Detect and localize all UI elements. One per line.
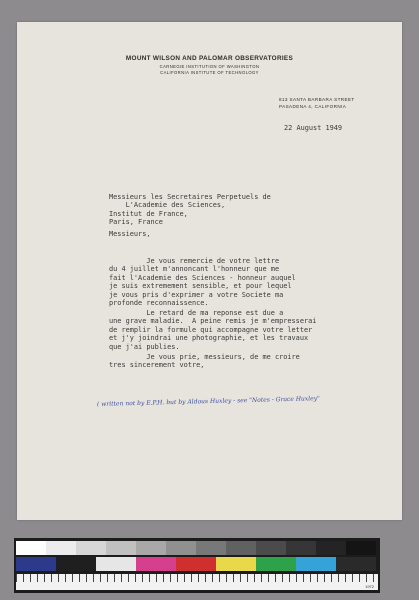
- grey-swatch: [346, 541, 376, 555]
- grey-swatch: [226, 541, 256, 555]
- grey-swatch: [16, 541, 46, 555]
- letter-page: [17, 22, 402, 520]
- text-line: Le retard de ma reponse est due a: [109, 309, 284, 317]
- grey-swatch: [106, 541, 136, 555]
- salutation: Messieurs,: [109, 230, 151, 238]
- color-swatch: [136, 557, 176, 571]
- color-patch-strip: [16, 557, 376, 571]
- text-line: une grave maladie. A peine remis je m'empresserai: [109, 317, 317, 326]
- color-swatch: [16, 557, 56, 571]
- text-line: que j'ai publies.: [109, 342, 180, 351]
- text-line: profonde reconnaissence.: [109, 299, 209, 308]
- text-line: Je vous remercie de votre lettre: [109, 257, 280, 265]
- color-swatch: [176, 557, 216, 571]
- measurement-ruler: [16, 574, 378, 590]
- color-swatch: [96, 557, 136, 571]
- grey-swatch: [316, 541, 346, 555]
- paragraph-3: [109, 353, 300, 370]
- paragraph-2: [109, 309, 316, 351]
- text-line: je suis extremement sensible, et pour lequel: [109, 282, 292, 291]
- addressee-block: [109, 193, 271, 227]
- grey-swatch: [76, 541, 106, 555]
- color-calibration-bar: [14, 538, 380, 593]
- letter-date: 22 August 1949: [284, 124, 343, 132]
- letterhead-line-1: CARNEGIE INSTITUTION OF WASHINGTON: [159, 64, 260, 69]
- ruler-number: 1972: [365, 584, 374, 589]
- text-line: je vous pris d'exprimer a votre Societe ma: [109, 290, 284, 299]
- grey-swatch: [166, 541, 196, 555]
- address-city: PASADENA 4, CALIFORNIA: [279, 104, 347, 109]
- paragraph-1: [109, 257, 296, 307]
- color-swatch: [56, 557, 96, 571]
- text-line: fait l'Academie des Sciences - honneur auquel: [109, 273, 296, 282]
- ruler-ticks: [16, 574, 378, 582]
- sender-address: [279, 96, 355, 110]
- color-swatch: [336, 557, 376, 571]
- color-swatch: [216, 557, 256, 571]
- letterhead-line-2: CALIFORNIA INSTITUTE OF TECHNOLOGY: [160, 70, 259, 75]
- greyscale-strip: [16, 541, 376, 555]
- grey-swatch: [286, 541, 316, 555]
- letterhead: [17, 55, 402, 76]
- color-swatch: [256, 557, 296, 571]
- grey-swatch: [46, 541, 76, 555]
- letterhead-title: MOUNT WILSON AND PALOMAR OBSERVATORIES: [125, 55, 294, 62]
- text-line: du 4 juillet m'annoncant l'honneur que me: [109, 265, 280, 274]
- text-line: et j'y joindrai une photographie, et les travaux: [109, 334, 309, 343]
- addressee-line: Paris, France: [109, 218, 163, 227]
- grey-swatch: [196, 541, 226, 555]
- grey-swatch: [136, 541, 166, 555]
- color-swatch: [296, 557, 336, 571]
- text-line: Je vous prie, messieurs, de me croire: [109, 353, 300, 361]
- addressee-line: Institut de France,: [109, 209, 188, 218]
- addressee-line: Messieurs les Secretaires Perpetuels de: [109, 193, 271, 201]
- text-line: de remplir la formule qui accompagne votre letter: [109, 325, 313, 334]
- grey-swatch: [256, 541, 286, 555]
- handwritten-note: ( written not by E.P.H. but by Aldous Huxley - see "Notes - Grace Huxley": [96, 395, 320, 408]
- text-line: tres sincerement votre,: [109, 361, 205, 370]
- addressee-line: L'Academie des Sciences,: [109, 201, 226, 210]
- address-street: 813 SANTA BARBARA STREET: [279, 97, 355, 102]
